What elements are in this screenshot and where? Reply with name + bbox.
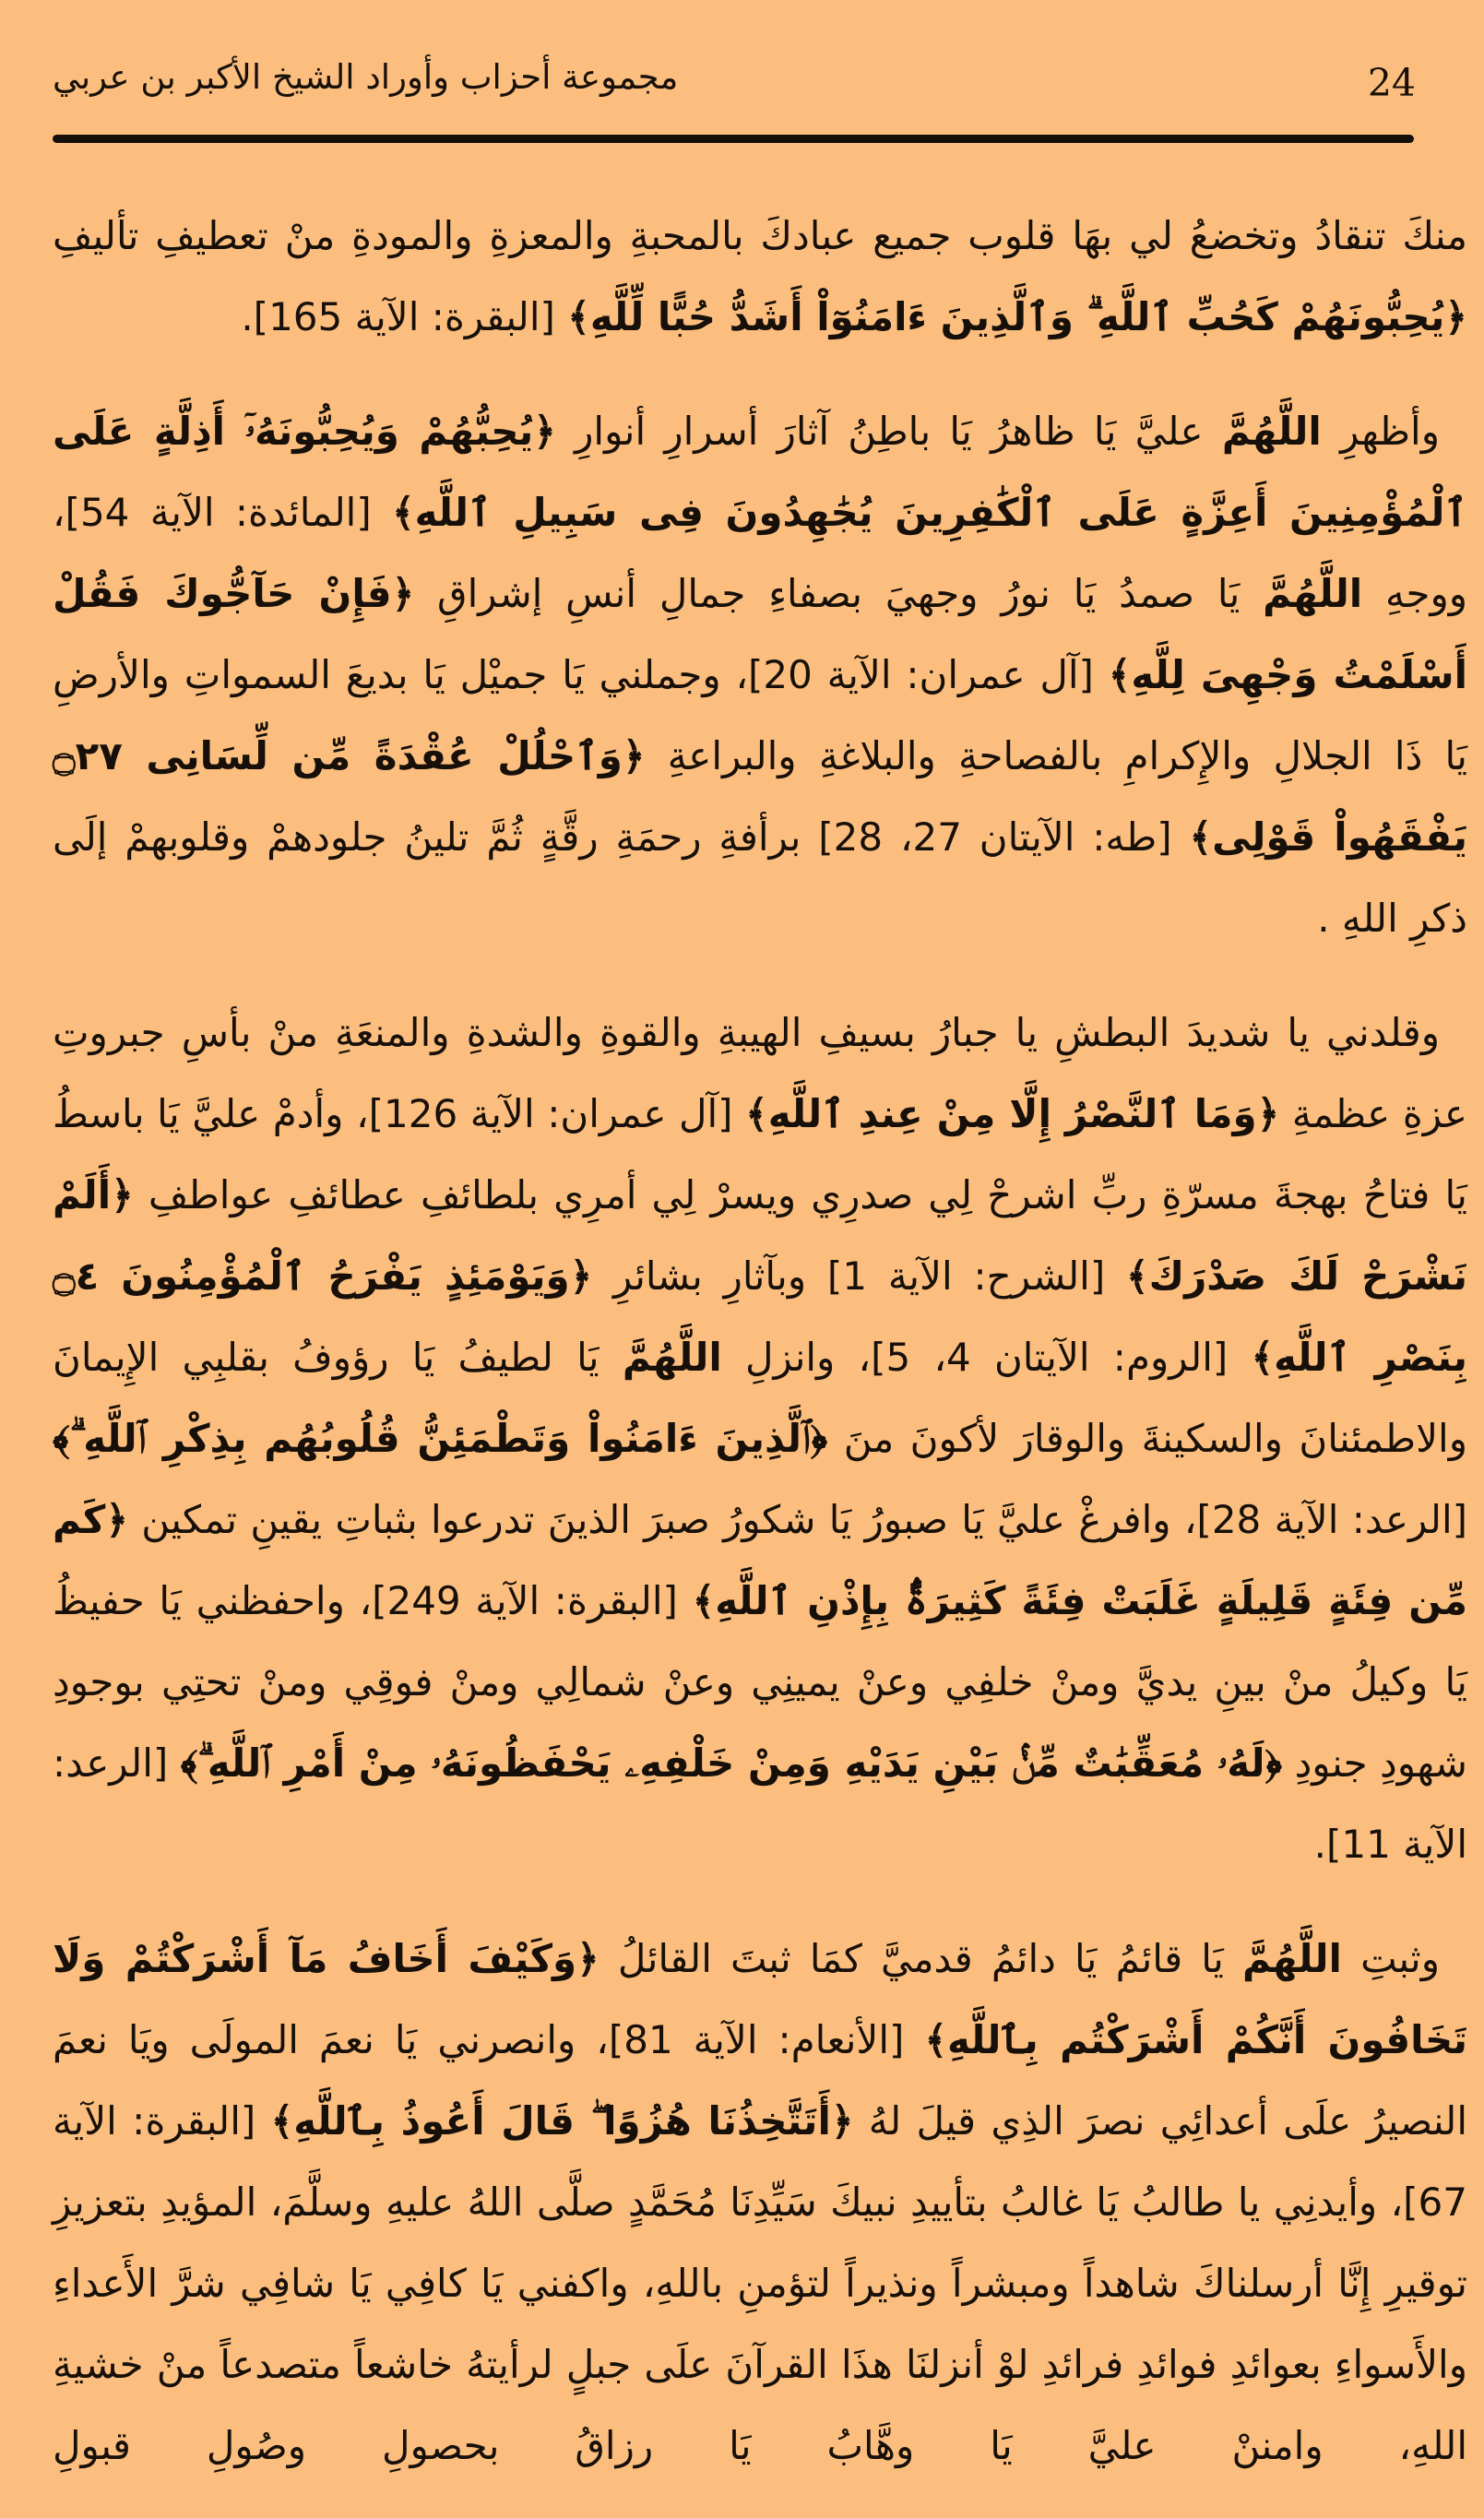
quran-verse: ﴿يُحِبُّونَهُمْ كَحُبِّ ٱللَّهِ ۗ وَٱلَّذِينَ ءَامَنُوٓاْ أَشَدُّ حُبًّا لِّلَّهِ﴾ [567, 294, 1467, 339]
body-text: وثبتِ [1341, 1936, 1440, 1981]
body-text: [آل عمران: الآية 126]، وأدمْ عليَّ يَا باسطُ يَا فتاحُ بهجةَ مسرّةِ ربِّ اشرحْ لِي صدرِي ويسرْ لِي أمرِي بلطائفِ عطائفِ عواطفِ [53, 1091, 1467, 1217]
quran-verse: ﴿وَيَوْمَئِذٍ يَفْرَحُ ٱلْمُؤْمِنُونَ ۝٤ بِنَصْرِ ٱللَّهِ﴾ [53, 1253, 1468, 1380]
body-text: يَا صمدُ يَا نورُ وجهيَ بصفاءِ جمالِ أنسِ إشراقِ [414, 571, 1264, 616]
quran-verse: ﴿كَم مِّن فِئَةٍ قَلِيلَةٍ غَلَبَتْ فِئَةً كَثِيرَةًۢ بِإِذْنِ ٱللَّهِ﴾ [53, 1497, 1468, 1623]
paragraph [53, 1918, 1467, 2487]
body-text: منكَ تنقادُ وتخضعُ لي بهَا قلوب جميع عبادكَ بالمحبةِ والمعزةِ والمودةِ منْ تعطيفِ تأليفِ [53, 213, 1467, 258]
quran-verse: ﴿أَتَتَّخِذُنَا هُزُوًا ۖ قَالَ أَعُوذُ بِٱللَّهِ﴾ [270, 2098, 854, 2144]
body-text: [الروم: الآيتان 4، 5]، وانزلِ [721, 1335, 1252, 1380]
quran-verse: ﴿أَلَمْ نَشْرَحْ لَكَ صَدْرَكَ﴾ [53, 1172, 1468, 1299]
paragraph [53, 992, 1467, 1885]
body-text: [آل عمران: الآية 20]، وجملني يَا جميْل يَا بديعَ السمواتِ والأرضِ يَا ذَا الجلالِ والإِكرامِ بالفصاحةِ والبلاغةِ والبراعةِ [53, 652, 1468, 778]
body-text: [طه: الآيتان 27، 28] برأفةِ رحمَةِ رقَّةٍ ثُمَّ تلينُ جلودهمْ وقلوبهمْ إلَى ذكرِ اللهِ . [53, 814, 1467, 941]
body-text: [البقرة: الآية 67]، وأيدنِي يا طالبُ يَا غالبُ بتأييدِ نبيكَ سَيِّدِنَا مُحَمَّدٍ صلَّى اللهُ عليهِ وسلَّمَ، المؤيدِ بتعزيزِ توقيرِ إِنَّا أرسلناكَ شاهداً ومبشراً ونذيراً لتؤمنِ باللهِ، واكفني يَا كافِي يَا شافِي شرَّ الأَعداءِ والأَسواءِ بعوائدِ فوائدِ فرائدِ لوْ أنزلنَا هذَا القرآنَ علَى جبلٍ لرأيتهُ خاشعاً متصدعاً منْ خشيةِ اللهِ، وامننْ عليَّ يَا وهَّابُ يَا رزاقُ بحصولِ وصُولِ قبولِ [53, 2098, 1467, 2468]
body-text: [الرعد: الآية 11]. [53, 1740, 1467, 1867]
body-text: [المائدة: الآية 54]، ووجهِ [53, 490, 1468, 616]
divine-name: اللَّهُمَّ [622, 1335, 722, 1380]
paragraph [53, 196, 1467, 358]
body-text: [الأنعام: الآية 81]، وانصرني يَا نعمَ المولَى ويَا نعمَ النصيرُ علَى أعدائِي نصرَ الذِي قيلَ لهُ [53, 2017, 1467, 2144]
quran-verse: ﴿ٱلَّذِينَ ءَامَنُواْ وَتَطْمَئِنُّ قُلُوبُهُم بِذِكْرِ ٱللَّهِ ۗ﴾ [53, 1416, 828, 1461]
body-text: عليَّ يَا ظاهرُ يَا باطِنُ آثارَ أسرارِ أنوارِ [555, 409, 1222, 454]
quran-verse: ﴿فَإِنْ حَآجُّوكَ فَقُلْ أَسْلَمْتُ وَجْهِىَ لِلَّهِ﴾ [53, 571, 1467, 697]
body-text: وقلدني يا شديدَ البطشِ يا جبارُ بسيفِ الهيبةِ والقوةِ والشدةِ والمنعَةِ منْ بأسِ جبروتِ عزةِ عظمةِ [53, 1010, 1467, 1136]
body-text: [الشرح: الآية 1] وبآثارِ بشائرِ [592, 1253, 1126, 1299]
divine-name: اللَّهُمَّ [1221, 409, 1322, 454]
paragraph [53, 391, 1467, 959]
quran-verse: ﴿وَٱحْلُلْ عُقْدَةً مِّن لِّسَانِى ۝٢٧ يَفْقَهُواْ قَوْلِى﴾ [53, 733, 1467, 860]
divine-name: اللَّهُمَّ [1241, 1936, 1342, 1981]
page-body [0, 196, 1484, 2518]
page-header [0, 0, 1484, 148]
body-text: وأظهرِ [1321, 409, 1440, 454]
quran-verse: ﴿وَكَيْفَ أَخَافُ مَآ أَشْرَكْتُمْ وَلَا تَخَافُونَ أَنَّكُمْ أَشْرَكْتُم بِٱللَّهِ﴾ [53, 1936, 1467, 2062]
body-text: يَا قائمُ يَا دائمُ قدميَّ كمَا ثبتَ القائلُ [599, 1936, 1242, 1981]
body-text: [الرعد: الآية 28]، وافرغْ عليَّ يَا صبورُ يَا شكورُ صبرَ الذينَ تدرعوا بثباتِ يقينِ تمكين [127, 1497, 1468, 1542]
body-text: [البقرة: الآية 165]. [241, 294, 568, 339]
quran-verse: ﴿يُحِبُّهُمْ وَيُحِبُّونَهُۥٓ أَذِلَّةٍ عَلَى ٱلْمُؤْمِنِينَ أَعِزَّةٍ عَلَى ٱلْكَٰفِرِينَ يُجَٰهِدُونَ فِى سَبِيلِ ٱللَّهِ﴾ [53, 409, 1467, 535]
body-text: [البقرة: الآية 249]، واحفظني يَا حفيظُ يَا وكيلُ منْ بينِ يديَّ ومنْ خلفِي وعنْ يمينِي وعنْ شمالِي ومنْ فوقِي ومنْ تحتِي بوجودِ شهودِ جنودِ [53, 1578, 1467, 1786]
quran-verse: ﴿لَهُۥ مُعَقِّبَٰتٌ مِّنْۢ بَيْنِ يَدَيْهِ وَمِنْ خَلْفِهِۦ يَحْفَظُونَهُۥ مِنْ أَمْرِ ٱللَّهِ ۗ﴾ [180, 1740, 1283, 1786]
body-text: يَا لطيفُ يَا رؤوفُ بقلبِي الإِيمانَ والاطمئنانَ والسكينةَ والوقارَ لأكونَ منَ [53, 1335, 1467, 1461]
book-title: مجموعة أحزاب وأوراد الشيخ الأكبر بن عربي [53, 57, 679, 97]
divine-name: اللَّهُمَّ [1263, 571, 1363, 616]
page-number: 24 [1367, 61, 1416, 105]
header-divider-rule [53, 135, 1414, 143]
quran-verse: ﴿وَمَا ٱلنَّصْرُ إِلَّا مِنْ عِندِ ٱللَّهِ﴾ [745, 1091, 1280, 1136]
